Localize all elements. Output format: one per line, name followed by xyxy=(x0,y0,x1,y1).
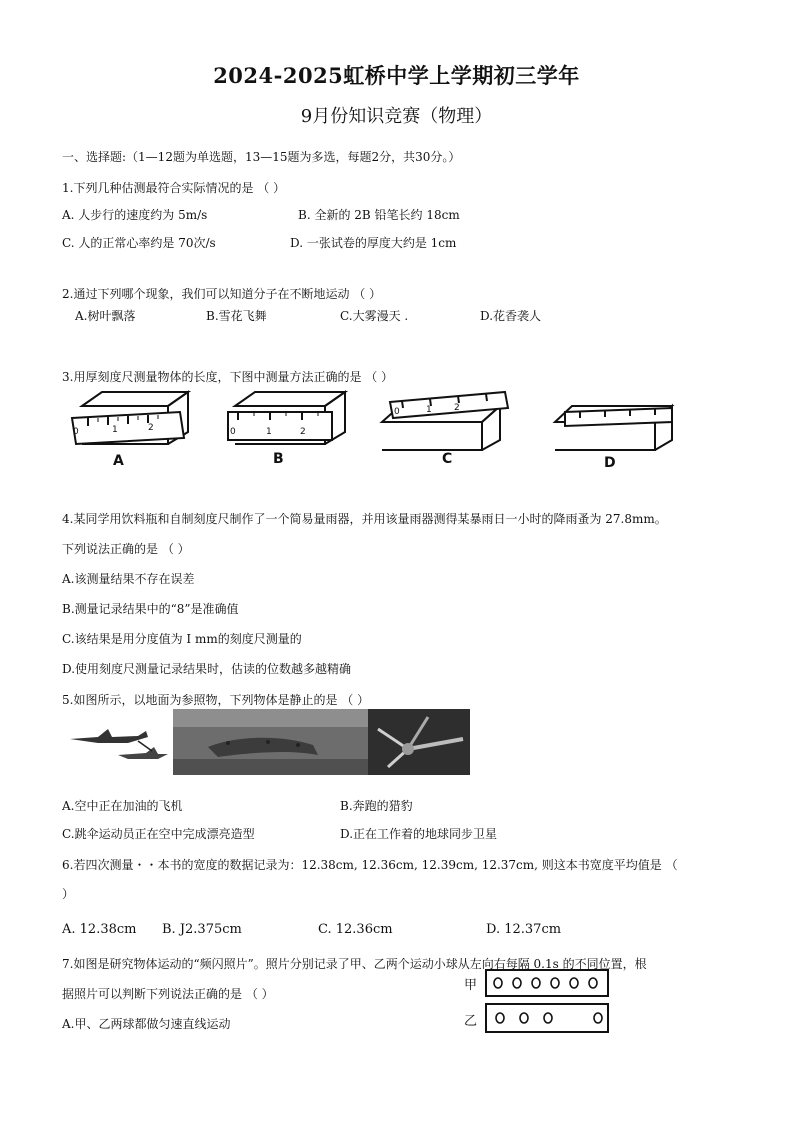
strobe-photo xyxy=(462,968,612,1034)
q4-option-d: D.使用刻度尺测量记录结果时，估读的位数越多越精确 xyxy=(62,662,352,676)
tick-label: 1 xyxy=(266,427,272,437)
refueling-aircraft-image xyxy=(68,709,173,775)
q1-option-c: C. 人的正常心率约是 70次/s xyxy=(62,236,216,250)
q6-option-a: A. 12.38cm xyxy=(62,922,137,937)
tick-label: 0 xyxy=(230,427,236,437)
tick-label: 1 xyxy=(112,425,118,435)
q2-stem: 2.通过下列哪个现象，我们可以知道分子在不断地运动 （ ） xyxy=(62,287,382,301)
q2-option-a: A.树叶飘落 xyxy=(75,309,136,323)
q4-stem-line1: 4.某同学用饮料瓶和自制刻度尺制作了一个简易量雨器，并用该量雨器测得某暴雨日一小时的降雨蚤为 27.8mm。 xyxy=(62,512,667,526)
page-title: 2024-2025虹桥中学上学期初三学年 xyxy=(213,63,580,88)
q4-stem-line2: 下列说法正确的是 （ ） xyxy=(62,542,190,556)
q5-photo-strip xyxy=(68,709,470,775)
q6-stem-line2: ） xyxy=(62,887,75,901)
q3-stem: 3.用厚刻度尺测量物体的长度，下图中测量方法正确的是 （ ） xyxy=(62,370,394,384)
row-label-jia: 甲 xyxy=(464,978,478,993)
q2-option-d: D.花香袭人 xyxy=(480,309,542,323)
page-subtitle: 9月份知识竞赛（物理） xyxy=(300,106,493,127)
ruler-figure-b xyxy=(228,392,345,444)
tick-label: 2 xyxy=(454,403,460,413)
q5-option-d: D.正在工作着的地球同步卫星 xyxy=(340,827,498,841)
q7-option-a: A.甲、乙两球都做匀速直线运动 xyxy=(62,1017,231,1031)
tick-label: 2 xyxy=(300,427,306,437)
q5-stem: 5.如图所示，以地面为参照物，下列物体是静止的是 （ ） xyxy=(62,693,370,707)
q6-option-d: D. 12.37cm xyxy=(486,922,562,937)
cheetah-image xyxy=(173,709,368,775)
ruler-figure-a xyxy=(72,392,188,444)
q1-option-b: B. 全新的 2B 铅笔长约 18cm xyxy=(298,208,460,222)
tick-label: 0 xyxy=(394,407,400,417)
figure-label-c: C xyxy=(442,451,453,467)
q2-option-b: B.雪花飞舞 xyxy=(206,309,267,323)
q7-stem-line2: 据照片可以判断下列说法正确的是 （ ） xyxy=(62,987,274,1001)
q4-option-c: C.该结果是用分度值为 I mm的刻度尺测量的 xyxy=(62,632,302,646)
ruler-diagrams xyxy=(60,384,680,474)
q1-option-d: D. 一张试卷的厚度大约是 1cm xyxy=(290,236,457,250)
parachute-satellite-image xyxy=(368,709,470,775)
q1-option-a: A. 人步行的速度约为 5m/s xyxy=(62,208,208,222)
figure-label-d: D xyxy=(604,455,616,471)
ruler-figure-c xyxy=(382,392,508,450)
q5-option-b: B.奔跑的猎豹 xyxy=(340,799,413,813)
q4-option-b: B.测量记录结果中的“8”是准确值 xyxy=(62,602,239,616)
q6-stem-line1: 6.若四次测量・・本书的宽度的数据记录为：12.38cm, 12.36cm, 12.39cm, 12.37cm, 则这本书宽度平均值是 （ xyxy=(62,858,678,872)
figure-label-a: A xyxy=(113,453,124,469)
tick-label: 1 xyxy=(426,405,432,415)
figure-label-b: B xyxy=(273,451,284,467)
tick-label: 0 xyxy=(73,427,79,437)
q1-stem: 1.下列几种估测最符合实际情况的是 （ ） xyxy=(62,181,286,195)
q2-option-c: C.大雾漫天 . xyxy=(340,309,409,323)
q7-stem-line1: 7.如图是研究物体运动的“频闪照片”。照片分别记录了甲、乙两个运动小球从左向右每隔 0.1s 的不同位置，根 xyxy=(62,957,647,971)
q6-option-b: B. J2.375cm xyxy=(162,922,242,937)
row-label-yi: 乙 xyxy=(464,1014,478,1029)
ruler-figure-d xyxy=(555,406,672,450)
q6-option-c: C. 12.36cm xyxy=(318,922,393,937)
q5-option-a: A.空中正在加油的飞机 xyxy=(62,799,183,813)
tick-label: 2 xyxy=(148,423,154,433)
section-heading: 一、选择题:（1—12题为单选题，13—15题为多选，每题2分，共30分。） xyxy=(62,150,461,164)
q4-option-a: A.该测量结果不存在误差 xyxy=(62,572,195,586)
q5-option-c: C.跳伞运动员正在空中完成漂亮造型 xyxy=(62,827,255,841)
